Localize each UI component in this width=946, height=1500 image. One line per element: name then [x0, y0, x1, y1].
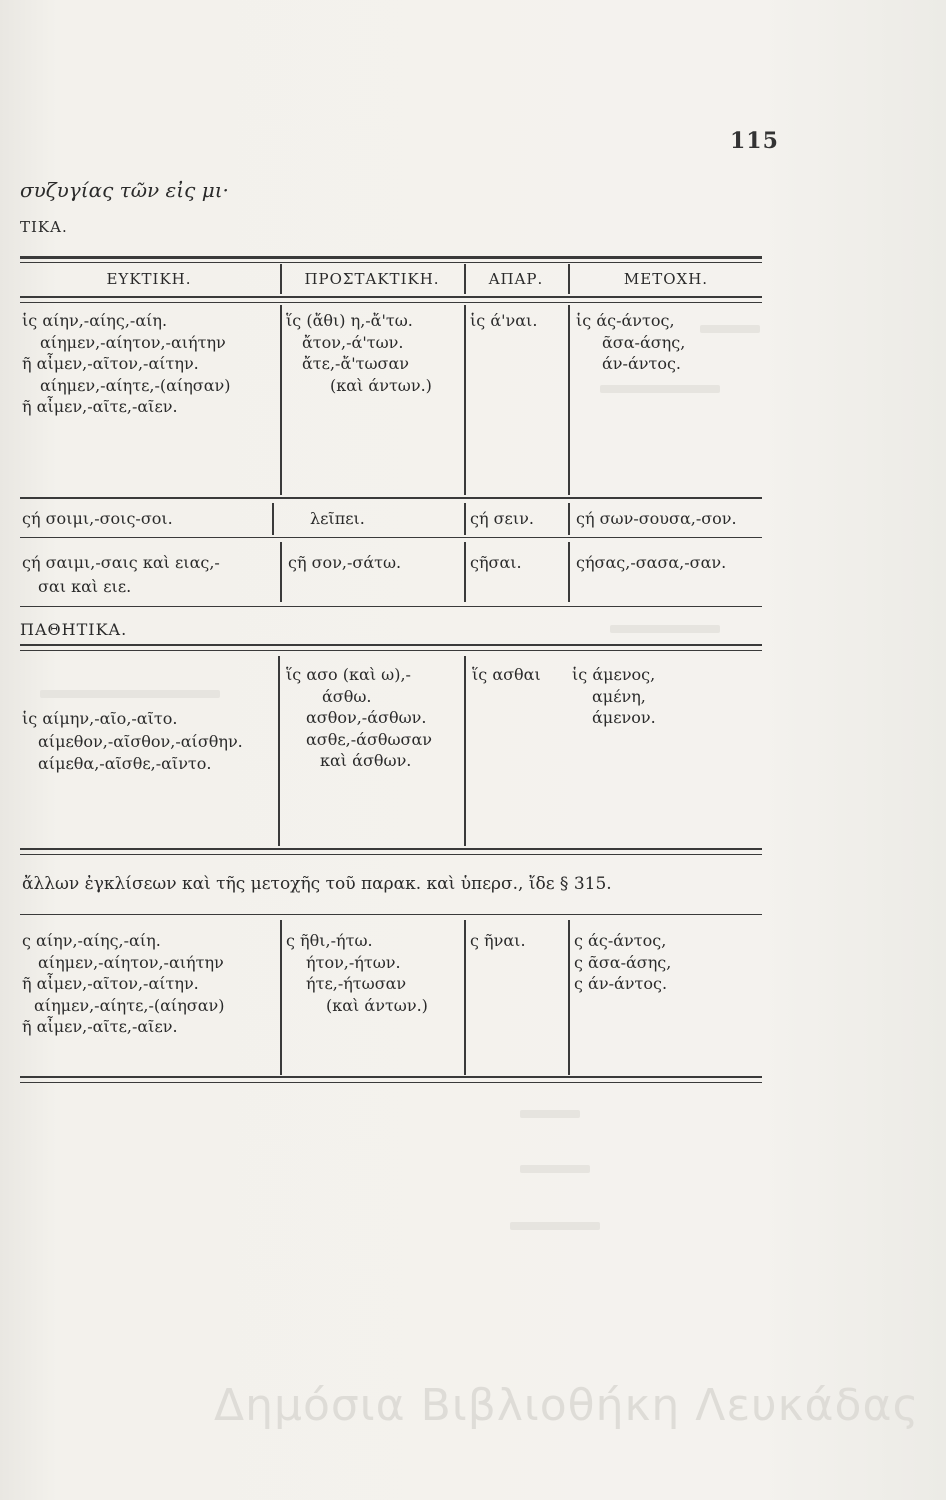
form-line: αμένη,: [592, 686, 646, 706]
bleed-through-mark: [40, 690, 220, 698]
library-watermark: Δημόσια Βιβλιοθήκη Λευκάδας: [214, 1380, 920, 1431]
section-rule: [20, 854, 762, 855]
future-optative: ςή σοιμι,-σοις-σοι.: [22, 509, 173, 528]
section-rule: [20, 848, 762, 850]
section-rule: [20, 644, 762, 646]
column-divider: [464, 503, 466, 535]
row-rule: [20, 606, 762, 607]
form-line: ς αίην,-αίης,-αίη.: [22, 931, 161, 950]
participle-forms: [576, 310, 685, 375]
form-line: ήτον,-ήτων.: [306, 952, 401, 972]
form-line: ῆ αἶμεν,-αῖτον,-αίτην.: [22, 354, 199, 373]
bleed-through-mark: [510, 1222, 600, 1230]
form-line: αίμεθον,-αῖσθον,-αίσθην.: [38, 731, 243, 751]
bleed-through-mark: [600, 385, 720, 393]
column-divider: [568, 264, 570, 294]
form-line: ᾶσα-άσης,: [602, 332, 686, 352]
passive-imperative: [286, 664, 432, 772]
form-line: ασθε,-άσθωσαν: [306, 729, 432, 749]
page-subheading: ΤΙΚΑ.: [20, 218, 68, 236]
form-line: αίημεν,-αίητε,-(αίησαν): [40, 375, 231, 395]
column-divider: [272, 503, 274, 535]
header-rule: [20, 302, 762, 303]
aorist-infinitive: ςῆσαι.: [470, 553, 522, 572]
perfect-participle: [574, 930, 671, 995]
column-divider: [464, 920, 466, 1075]
passive-section-label: ΠΑΘΗΤΙΚΑ.: [20, 620, 128, 639]
bleed-through-mark: [520, 1110, 580, 1118]
form-line: ς άν-άντος.: [574, 974, 668, 993]
form-line: αίημεν,-αίητε,-(αίησαν): [34, 995, 225, 1015]
perfect-imperative: [286, 930, 428, 1016]
form-line: άσθω.: [322, 686, 372, 706]
bleed-through-mark: [610, 625, 720, 633]
aorist-imperative: ςῆ σον,-σάτω.: [288, 553, 402, 572]
passive-infinitive: ἵς ασθαι: [472, 665, 541, 684]
table-top-rule: [20, 262, 762, 263]
imperative-forms: [286, 310, 432, 396]
form-line: άμενον.: [592, 708, 656, 727]
bleed-through-mark: [520, 1165, 590, 1173]
form-line: ῆ αἶμεν,-αῖτε,-αῖεν.: [22, 397, 178, 416]
column-divider: [568, 503, 570, 535]
form-line: ῆ αἶμεν,-αῖτε,-αῖεν.: [22, 1017, 178, 1036]
column-divider: [464, 656, 466, 846]
form-line: αίημεν,-αίητον,-αιήτην: [40, 332, 226, 352]
header-rule: [20, 296, 762, 298]
table-top-rule: [20, 256, 762, 259]
page-number: 115: [730, 128, 779, 154]
form-line: ςή σαιμι,-σαις καὶ ειας,-: [22, 553, 220, 572]
passive-participle: [572, 664, 656, 729]
passive-optative: [22, 708, 243, 775]
table-bottom-rule: [20, 1082, 762, 1083]
col-header-infinitive: ΑΠΑΡ.: [488, 270, 544, 288]
bleed-through-mark: [700, 325, 760, 333]
table-bottom-rule: [20, 1076, 762, 1078]
row-rule: [20, 537, 762, 538]
column-divider: [568, 920, 570, 1075]
col-header-imperative: ΠΡΟΣΤΑΚΤΙΚΗ.: [304, 270, 440, 288]
section-rule: [20, 650, 762, 651]
column-divider: [464, 305, 466, 495]
col-header-optative: ΕΥΚΤΙΚΗ.: [106, 270, 192, 288]
reference-note: ἄλλων ἐγκλίσεων καὶ τῆς μετοχῆς τοῦ παρακ. καὶ ὑπερσ., ἴδε § 315.: [22, 874, 612, 894]
column-divider: [464, 542, 466, 602]
future-infinitive: ςή σειν.: [470, 509, 534, 528]
column-divider: [568, 305, 570, 495]
column-divider: [568, 542, 570, 602]
infinitive-forms: [470, 310, 537, 332]
column-divider: [278, 656, 280, 846]
form-line: ασθον,-άσθων.: [306, 708, 427, 727]
aorist-participle: ςήσας,-σασα,-σαν.: [576, 553, 727, 572]
form-line: ἱς αίμην,-αῖο,-αῖτο.: [22, 709, 178, 728]
form-line: ἄτε,-ἄ'τωσαν: [302, 354, 409, 373]
perfect-optative: [22, 930, 224, 1038]
form-line: ῆ αἶμεν,-αῖτον,-αίτην.: [22, 974, 199, 993]
perfect-infinitive: ς ῆναι.: [470, 931, 526, 950]
column-divider: [280, 542, 282, 602]
form-line: ἱς άμενος,: [572, 665, 656, 684]
form-line: ἱς άς-άντος,: [576, 311, 675, 330]
form-line: καὶ άσθων.: [320, 751, 412, 770]
form-line: ήτε,-ήτωσαν: [306, 974, 407, 993]
section-rule: [20, 497, 762, 499]
form-line: ἵς (ἄθι) η,-ἄ'τω.: [286, 311, 413, 330]
form-line: αίμεθα,-αῖσθε,-αῖντο.: [38, 754, 212, 773]
form-line: σαι καὶ ειε.: [38, 576, 132, 596]
column-divider: [280, 264, 282, 294]
future-imperative: λεῖπει.: [310, 509, 365, 528]
page-heading: συζυγίας τῶν εἰς μι·: [20, 178, 229, 202]
form-line: ἱς ά'ναι.: [470, 311, 538, 330]
optative-forms: [22, 310, 230, 418]
form-line: ς ᾶσα-άσης,: [574, 952, 672, 972]
column-divider: [280, 305, 282, 495]
col-header-participle: ΜΕΤΟΧΗ.: [623, 270, 709, 288]
form-line: ἵς ασο (καὶ ω),-: [286, 665, 411, 684]
section-rule: [20, 914, 762, 915]
form-line: (καὶ άντων.): [330, 375, 432, 395]
form-line: αίημεν,-αίητον,-αιήτην: [38, 952, 224, 972]
form-line: άν-άντος.: [602, 354, 681, 373]
form-line: ς άς-άντος,: [574, 931, 667, 950]
column-divider: [280, 920, 282, 1075]
aorist-optative: [22, 552, 220, 597]
form-line: ἱς αίην,-αίης,-αίη.: [22, 311, 168, 330]
future-participle: ςή σων-σουσα,-σον.: [576, 509, 737, 528]
column-divider: [464, 264, 466, 294]
form-line: (καὶ άντων.): [326, 995, 428, 1015]
form-line: ἄτον,-ά'των.: [302, 332, 404, 352]
form-line: ς ῆθι,-ήτω.: [286, 931, 373, 950]
